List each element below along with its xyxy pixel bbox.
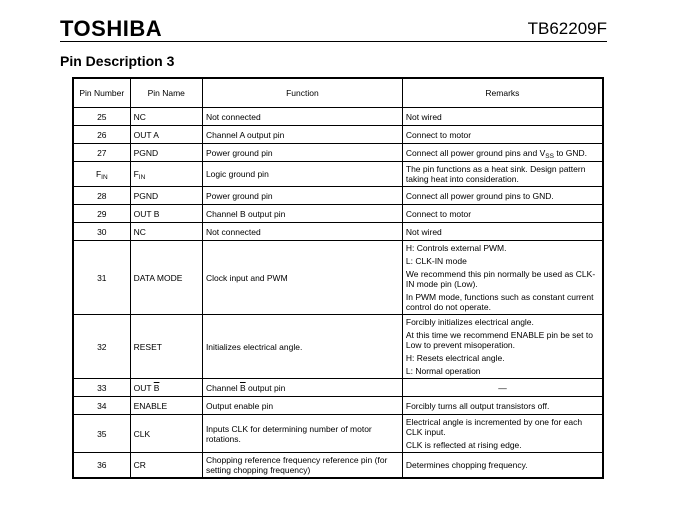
pin-remarks: Electrical angle is incremented by one for each CLK input. CLK is reflected at rising edge. (402, 415, 603, 453)
table-row (73, 187, 603, 205)
pin-function: Clock input and PWM (202, 241, 402, 315)
pin-number: 25 (73, 108, 130, 126)
pin-name: PGND (130, 144, 202, 162)
pin-remarks: Forcibly initializes electrical angle. At this time we recommend ENABLE pin be set to Low to prevent misoperation. H: Resets electrical angle. L: Normal operation (402, 315, 603, 379)
table-row (73, 205, 603, 223)
table-row (73, 415, 603, 453)
header-divider (60, 41, 607, 42)
table-row (73, 397, 603, 415)
pin-name: RESET (130, 315, 202, 379)
pin-number: 35 (73, 415, 130, 453)
header-remarks: Remarks (402, 78, 603, 108)
pin-name: DATA MODE (130, 241, 202, 315)
pin-name: ENABLE (130, 397, 202, 415)
pin-number: 27 (73, 144, 130, 162)
pin-number: 33 (73, 379, 130, 397)
pin-remarks: Not wired (402, 108, 603, 126)
pin-name: OUT A (130, 126, 202, 144)
pin-number: 34 (73, 397, 130, 415)
pin-name: NC (130, 108, 202, 126)
pin-name: PGND (130, 187, 202, 205)
pin-number: 36 (73, 453, 130, 479)
pin-remarks: Connect to motor (402, 205, 603, 223)
pin-name: $F_{IN}$ (130, 162, 202, 187)
pin-remarks: Connect all power ground pins to GND. (402, 187, 603, 205)
pin-number: 30 (73, 223, 130, 241)
pin-number: 32 (73, 315, 130, 379)
table-row (73, 144, 603, 162)
pin-function: Not connected (202, 108, 402, 126)
table-row (73, 453, 603, 479)
pin-function: Inputs CLK for determining number of motor rotations. (202, 415, 402, 453)
pin-function: Power ground pin (202, 187, 402, 205)
header-pin-number: Pin Number (73, 78, 130, 108)
header-pin-name: Pin Name (130, 78, 202, 108)
pin-number: 28 (73, 187, 130, 205)
table-row (73, 162, 603, 187)
document-id: TB62209F (527, 19, 607, 38)
pin-function: Output enable pin (202, 397, 402, 415)
table-row (73, 126, 603, 144)
table-row (73, 379, 603, 397)
pin-number: $F_{IN}$ (73, 162, 130, 187)
pin-name: OUT B (130, 205, 202, 223)
pin-name: CLK (130, 415, 202, 453)
pin-remarks: Connect to motor (402, 126, 603, 144)
table-header-row (73, 78, 603, 108)
header-function: Function (202, 78, 402, 108)
table-row (73, 108, 603, 126)
pin-number: 31 (73, 241, 130, 315)
pin-description-table (72, 77, 604, 479)
table-row (73, 223, 603, 241)
pin-function: Initializes electrical angle. (202, 315, 402, 379)
pin-remarks: Connect all power ground pins and $V_{SS}$ to GND. (402, 144, 603, 162)
pin-remarks: Determines chopping frequency. (402, 453, 603, 479)
pin-function: Channel $\overline{B}$ output pin (202, 379, 402, 397)
toshiba-logo: TOSHIBA (60, 16, 163, 41)
pin-remarks: — (402, 379, 603, 397)
pin-function: Not connected (202, 223, 402, 241)
pin-remarks: The pin functions as a heat sink. Design pattern taking heat into consideration. (402, 162, 603, 187)
pin-number: 29 (73, 205, 130, 223)
table-row (73, 241, 603, 315)
pin-name: NC (130, 223, 202, 241)
section-title: Pin Description 3 (60, 53, 175, 69)
pin-name: OUT $\overline{B}$ (130, 379, 202, 397)
pin-remarks: Forcibly turns all output transistors off. (402, 397, 603, 415)
pin-function: Channel A output pin (202, 126, 402, 144)
pin-function: Power ground pin (202, 144, 402, 162)
pin-number: 26 (73, 126, 130, 144)
pin-function: Channel B output pin (202, 205, 402, 223)
pin-remarks: H: Controls external PWM. L: CLK-IN mode We recommend this pin normally be used as CLK-IN mode pin (Low). In PWM mode, functions such as constant current control do not operate. (402, 241, 603, 315)
pin-remarks: Not wired (402, 223, 603, 241)
table-row (73, 315, 603, 379)
pin-name: CR (130, 453, 202, 479)
pin-function: Chopping reference frequency reference pin (for setting chopping frequency) (202, 453, 402, 479)
pin-function: Logic ground pin (202, 162, 402, 187)
